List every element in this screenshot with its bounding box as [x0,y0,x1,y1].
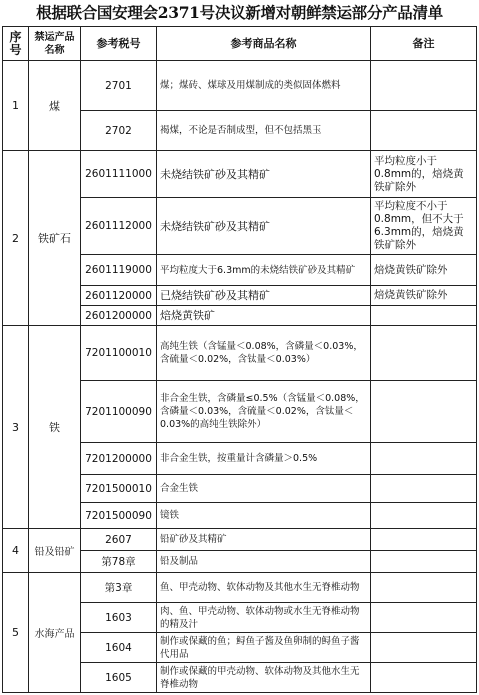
document-title: 根据联合国安理会2371号决议新增对朝鲜禁运部分产品清单 [36,3,443,22]
group-name: 水海产品 [29,573,81,693]
remark: 平均粒度不小于0.8mm，但不大于6.3mm的，焙烧黄铁矿除外 [371,198,477,255]
tariff-code: 1605 [81,663,157,693]
product-description: 非合金生铁，含磷量≤0.5%（含锰量＜0.08%，含磷量＜0.03%，含硫量＜0.02%，含钛量＜0.03%的高纯生铁除外） [157,381,371,443]
product-description: 高纯生铁（含锰量＜0.08%，含磷量＜0.03%，含硫量＜0.02%，含钛量＜0.03%） [157,326,371,381]
remark: 焙烧黄铁矿除外 [371,255,477,286]
group-name: 铁 [29,326,81,529]
product-description: 煤；煤砖、煤球及用煤制成的类似固体燃料 [157,61,371,111]
product-description: 未烧结铁矿砂及其精矿 [157,151,371,198]
remark [371,573,477,603]
group-seq: 3 [3,326,29,529]
tariff-code: 2601111000 [81,151,157,198]
table-row [3,61,477,111]
tariff-code: 7201200000 [81,443,157,475]
product-description: 镜铁 [157,503,371,529]
tariff-code: 7201500010 [81,475,157,503]
group-name: 铁矿石 [29,151,81,326]
header-seq: 序号 [3,27,29,61]
remark [371,663,477,693]
product-description: 制作或保藏的甲壳动物、软体动物及其他水生无脊椎动物 [157,663,371,693]
remark [371,306,477,326]
remark [371,551,477,573]
remark [371,326,477,381]
tariff-code: 7201500090 [81,503,157,529]
product-description: 褐煤，不论是否制成型，但不包括黑玉 [157,111,371,151]
tariff-code: 1604 [81,633,157,663]
header-desc: 参考商品名称 [157,27,371,61]
remark [371,503,477,529]
product-description: 平均粒度大于6.3mm的未烧结铁矿砂及其精矿 [157,255,371,286]
header-row [3,27,477,61]
tariff-code: 2607 [81,529,157,551]
tariff-code: 2601112000 [81,198,157,255]
sanctions-table [2,26,477,693]
header-name: 禁运产品名称 [29,27,81,61]
tariff-code: 2601120000 [81,286,157,306]
tariff-code: 7201100090 [81,381,157,443]
remark [371,61,477,111]
remark [371,603,477,633]
remark [371,443,477,475]
header-code: 参考税号 [81,27,157,61]
product-description: 合金生铁 [157,475,371,503]
remark [371,475,477,503]
product-description: 制作或保藏的鱼；鲟鱼子酱及鱼卵制的鲟鱼子酱代用品 [157,633,371,663]
group-seq: 1 [3,61,29,151]
product-description: 铅及制品 [157,551,371,573]
group-seq: 2 [3,151,29,326]
tariff-code: 第78章 [81,551,157,573]
group-seq: 5 [3,573,29,693]
tariff-code: 2702 [81,111,157,151]
table-row [3,529,477,551]
tariff-code: 2701 [81,61,157,111]
group-name: 煤 [29,61,81,151]
tariff-code: 2601119000 [81,255,157,286]
table-row [3,573,477,603]
remark: 焙烧黄铁矿除外 [371,286,477,306]
product-description: 肉、鱼、甲壳动物、软体动物或水生无脊椎动物的精及汁 [157,603,371,633]
remark [371,529,477,551]
group-name: 铅及铅矿 [29,529,81,573]
tariff-code: 2601200000 [81,306,157,326]
remark [371,111,477,151]
group-seq: 4 [3,529,29,573]
remark [371,381,477,443]
product-description: 焙烧黄铁矿 [157,306,371,326]
product-description: 未烧结铁矿砂及其精矿 [157,198,371,255]
header-note: 备注 [371,27,477,61]
remark [371,633,477,663]
tariff-code: 第3章 [81,573,157,603]
table-row [3,151,477,198]
product-description: 非合金生铁，按重量计含磷量＞0.5% [157,443,371,475]
product-description: 已烧结铁矿砂及其精矿 [157,286,371,306]
table-row [3,326,477,381]
product-description: 鱼、甲壳动物、软体动物及其他水生无脊椎动物 [157,573,371,603]
remark: 平均粒度小于0.8mm的，焙烧黄铁矿除外 [371,151,477,198]
tariff-code: 1603 [81,603,157,633]
tariff-code: 7201100010 [81,326,157,381]
product-description: 铅矿砂及其精矿 [157,529,371,551]
